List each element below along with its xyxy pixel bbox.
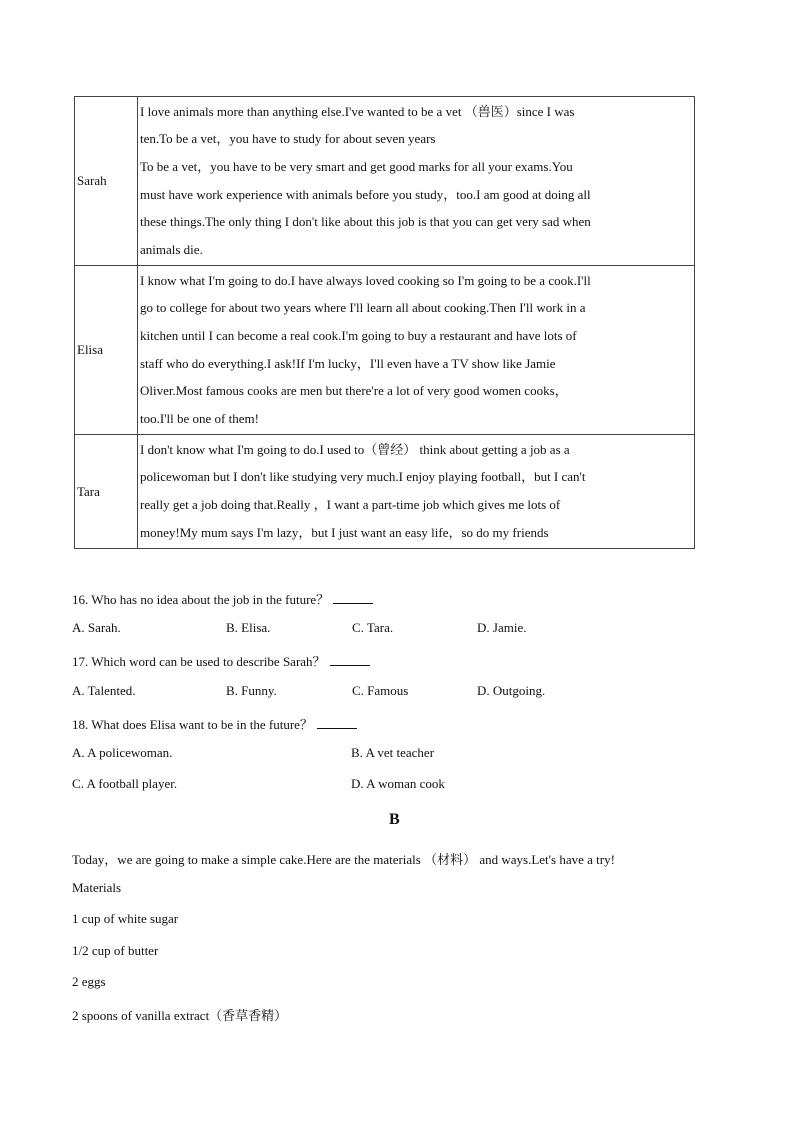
text-line: kitchen until I can become a real cook.I'm going to buy a restaurant and have lots of: [140, 327, 577, 343]
material-item: 2 spoons of vanilla extract（香草香精）: [72, 1008, 288, 1023]
table-row: [75, 266, 695, 435]
text-line: must have work experience with animals before you study，too.I am good at doing all: [140, 186, 591, 202]
option-b[interactable]: B. Elisa.: [226, 620, 271, 635]
person-description: [138, 97, 695, 266]
section-heading: B: [389, 811, 400, 828]
answer-blank[interactable]: [317, 718, 357, 729]
text-line: I love animals more than anything else.I've wanted to be a vet （兽医）since I was: [140, 103, 575, 119]
option-c[interactable]: C. Famous: [352, 683, 409, 698]
answer-blank[interactable]: [333, 593, 373, 604]
text-line: To be a vet，you have to be very smart and get good marks for all your exams.You: [140, 158, 573, 174]
option-c[interactable]: C. Tara.: [352, 620, 394, 635]
text-line: ten.To be a vet，you have to study for about seven years: [140, 131, 436, 147]
text-line: money!My mum says I'm lazy，but I just want an easy life，so do my friends: [140, 524, 549, 540]
section-intro: Today，we are going to make a simple cake.Here are the materials （材料） and ways.Let's have a try!: [72, 852, 615, 867]
text-line: too.I'll be one of them!: [140, 410, 259, 426]
table-row: [75, 97, 695, 266]
profiles-table: [74, 96, 695, 549]
question-stem: 18. What does Elisa want to be in the future？: [72, 717, 313, 732]
text-line: I know what I'm going to do.I have always loved cooking so I'm going to be a cook.I'll: [140, 272, 591, 288]
question-stem: 17. Which word can be used to describe Sarah？: [72, 654, 326, 669]
option-b[interactable]: B. A vet teacher: [351, 745, 435, 760]
text-line: I don't know what I'm going to do.I used to（曾经） think about getting a job as a: [140, 441, 570, 457]
option-b[interactable]: B. Funny.: [226, 683, 277, 698]
option-d[interactable]: D. A woman cook: [351, 776, 445, 791]
materials-label: Materials: [72, 880, 122, 895]
person-description: [138, 435, 695, 549]
question-stem: 16. Who has no idea about the job in the future？: [72, 592, 330, 607]
option-d[interactable]: D. Outgoing.: [477, 683, 546, 698]
option-a[interactable]: A. A policewoman.: [72, 745, 173, 760]
option-d[interactable]: D. Jamie.: [477, 620, 527, 635]
text-line: really get a job doing that.Really ，I want a part-time job which gives me lots of: [140, 497, 561, 512]
material-item: 1/2 cup of butter: [72, 943, 159, 958]
text-line: Oliver.Most famous cooks are men but there're a lot of very good women cooks，: [140, 383, 568, 399]
option-a[interactable]: A. Sarah.: [72, 620, 121, 635]
person-name: Sarah: [75, 97, 138, 266]
option-c[interactable]: C. A football player.: [72, 776, 178, 791]
material-item: 2 eggs: [72, 974, 106, 989]
text-line: policewoman but I don't like studying very much.I enjoy playing football，but I can't: [140, 469, 586, 485]
text-line: animals die.: [140, 241, 203, 257]
material-item: 1 cup of white sugar: [72, 911, 179, 926]
answer-blank[interactable]: [330, 655, 370, 666]
option-a[interactable]: A. Talented.: [72, 683, 136, 698]
question-16: [72, 589, 373, 608]
question-18: [72, 714, 357, 733]
text-line: these things.The only thing I don't like about this job is that you can get very sad when: [140, 214, 591, 230]
person-description: [138, 266, 695, 435]
person-name: Tara: [75, 435, 138, 549]
person-name: Elisa: [75, 266, 138, 435]
table-row: [75, 435, 695, 549]
text-line: staff who do everything.I ask!If I'm lucky，I'll even have a TV show like Jamie: [140, 355, 556, 371]
text-line: go to college for about two years where I'll learn all about cooking.Then I'll work in a: [140, 300, 586, 316]
question-17: [72, 651, 370, 670]
